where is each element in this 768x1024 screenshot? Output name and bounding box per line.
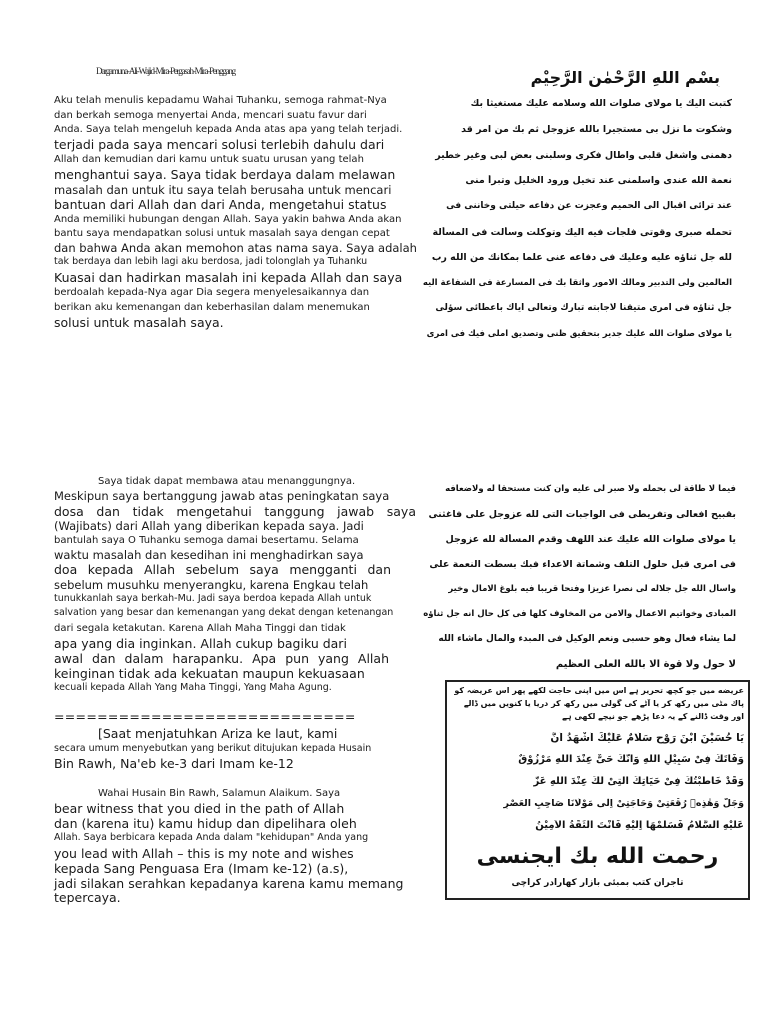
arabic-line: يَا حُسَيْنَ ابْنَ رَوْحٍ سَلَامٌ عَلَيْكَ اَشْهَدُ اَنَّ <box>550 732 744 744</box>
text-line: secara umum menyebutkan yang berikut ditujukan kepada Husain <box>54 743 372 754</box>
urdu-instruction-line: اور وقت ڈالنے كے يہ دعا پڑھے جو نيچے لكھی ہے <box>562 712 744 721</box>
arabic-line: وَفَاتَكَ فِىْ سَبِيْلِ اللهِ وَاَنَّكَ حَىٌّ عِنْدَ اللهِ مَرْزُوْقٌ <box>518 754 744 765</box>
text-line: sebelum musuhku menyerangku, karena Engkau telah <box>54 578 369 592</box>
text-line: berikan aku kemenangan dan keberhasilan dalam menemukan <box>54 302 370 313</box>
text-line: [Saat menjatuhkan Ariza ke laut, kami <box>98 726 338 741</box>
arabic-line: يا مولاى صلوات الله عليك جدير بتحقيق ظنى وتصديق املى فيك فى امرى <box>426 329 732 339</box>
arabic-line: لا حول ولا قوة الا بالله العلى العظيم <box>555 659 736 670</box>
arabic-line: لله جل ثناؤه عليه وعليك فى دفاعه عنى علما بمكانك من الله رب <box>431 252 732 263</box>
arabic-ziyarat-panel <box>445 680 750 900</box>
text-line: (Wajibats) dari Allah yang diberikan kepada saya. Jadi <box>54 519 364 533</box>
arabic-line: دهمنى واشغل قلبى واطال فكرى وسلبنى بعض لبى وغير خطير <box>435 150 732 161</box>
text-line: tepercaya. <box>54 890 121 905</box>
arabic-line: يا مولاى صلوات الله عليك عند اللهف وقدم المسألة لله عزوجل <box>445 534 736 545</box>
text-line: dan (karena itu) kamu hidup dan dipelihara oleh <box>54 816 357 831</box>
arabic-line: فى امرى قبل حلول التلف وشماتة الاعداء فبك بسطت النعمة على <box>429 559 736 570</box>
publisher-name: رحمت الله بك ايجنسى <box>476 844 719 869</box>
text-line: dan berkah semoga menyertai Anda, mencari suatu favur dari <box>54 110 367 121</box>
text-line: dari segala ketakutan. Karena Allah Maha Tinggi dan tidak <box>54 623 346 634</box>
text-line: waktu masalah dan kesedihan ini menghadirkan saya <box>54 548 364 562</box>
text-line: menghantui saya. Saya tidak berdaya dalam melawan <box>54 167 396 182</box>
text-line: keinginan tidak ada kekuatan maupun kekuasaan <box>54 666 365 681</box>
text-line: bantuan dari Allah dan dari Anda, mengetahui status <box>54 197 387 212</box>
divider: ============================ <box>54 709 356 724</box>
text-line: Wahai Husain Bin Rawh, Salamun Alaikum. Saya <box>98 788 341 799</box>
arabic-line: العالمين ولى التدبير ومالك الامور واثقا بك فى المسارعة فى الشفاعة اليه <box>422 278 732 288</box>
text-line: kecuali kepada Allah Yang Maha Tinggi, Yang Maha Agung. <box>54 682 332 693</box>
arabic-line: لما يشاء فعال وهو حسبى ونعم الوكيل فى المبدء والمآل ماشاء الله <box>438 634 736 644</box>
text-line: bantulah saya O Tuhanku semoga damai besertamu. Selama <box>54 535 359 546</box>
text-line: you lead with Allah – this is my note and wishes <box>54 846 354 861</box>
text-line: apa yang dia inginkan. Allah cukup bagiku dari <box>54 636 347 651</box>
arabic-line: وشكوت ما نزل بى مستجيرا بالله عزوجل ثم بك من امر قد <box>461 124 732 135</box>
text-line: terjadi pada saya mencari solusi terlebih dahulu dari <box>54 137 385 152</box>
text-line: Aku telah menulis kepadamu Wahai Tuhanku, semoga rahmat-Nya <box>54 95 387 106</box>
arabic-line: كتبت اليك يا مولاى صلوات الله وسلامه عليك مستغيثا بك <box>470 98 732 109</box>
arabic-line: وَجَلَّ وَهٰذِهٖ رُقْعَتِىْ وَحَاجَتِىْ اِلٰى مَوْلَانَا صَاحِبِ الْعَصْرِ <box>503 798 744 809</box>
urdu-instruction-line: عريضه ميں جو كچھ تحرير ہے اس ميں اپنی حاجت لكھے پھر اس عريضہ كو <box>454 686 744 695</box>
text-line: Anda. Saya telah mengeluh kepada Anda atas apa yang telah terjadi. <box>54 124 403 135</box>
text-line: bantu saya mendapatkan solusi untuk masalah saya dengan cepat <box>54 228 390 239</box>
text-line: salvation yang besar dan kemenangan yang dekat dengan ketenangan <box>54 607 394 618</box>
arabic-line: واسأل الله جل جلاله لى نصرا عزيزا وفتحا قريبا فيه بلوغ الامال وخير <box>448 584 736 594</box>
text-line: berdoalah kepada-Nya agar Dia segera menyelesaikannya dan <box>54 287 370 298</box>
text-line: jadi silakan serahkan kepadanya karena kamu memang <box>54 876 404 891</box>
arabic-line: عند ترائى اقبال الى الحميم وعجزت عن دفاعه حيلتى وخاننى فى <box>446 201 732 211</box>
text-line: doa kepada Allah sebelum saya mengganti dan <box>54 562 391 577</box>
text-line: masalah dan untuk itu saya telah berusaha untuk mencari <box>54 183 392 197</box>
arabic-line: بقبيح افعالى وتفريطى فى الواجبات التى لله عزوجل على فاغثنى <box>428 509 736 520</box>
urdu-instruction-line: پاك مٹی ميں ركھ كر يا آٹے كی گولی ميں ركھ كر دريا يا كنويں ميں ڈالے <box>463 699 744 708</box>
text-line: dan bahwa Anda akan memohon atas nama saya. Saya adalah <box>54 241 417 255</box>
text-line: Allah dan kemudian dari kamu untuk suatu urusan yang telah <box>54 154 364 165</box>
text-line: Anda memiliki hubungan dengan Allah. Saya yakin bahwa Anda akan <box>54 214 402 225</box>
arabic-line: نعمة الله عندى واسلمنى عند تخيل ورود الخليل وتبرأ منى <box>465 175 732 186</box>
text-line: dosa dan tidak mengetahui tanggung jawab saya <box>54 504 416 519</box>
text-line: Bin Rawh, Na'eb ke-3 dari Imam ke-12 <box>54 756 294 771</box>
text-line: Allah. Saya berbicara kepada Anda dalam "kehidupan" Anda yang <box>54 832 369 843</box>
text-line: kepada Sang Penguasa Era (Imam ke-12) (a.s), <box>54 861 349 876</box>
text-line: solusi untuk masalah saya. <box>54 315 224 330</box>
page-header: Dargamuna-Ali-Wajid-Mira-Pergasah-Mira-Penggang <box>96 66 235 76</box>
arabic-line: عَلَيْهِ السَّلَامُ فَسَلِّمْهَا اِلَيْهِ فَاَنْتَ الثِّقَةُ الْاَمِيْنُ <box>535 820 744 831</box>
text-line: Saya tidak dapat membawa atau menanggungnya. <box>98 476 356 487</box>
text-line: awal dan dalam harapanku. Apa pun yang Allah <box>54 651 389 666</box>
arabic-line: تحمله صبرى وقوتى فلجأت فيه اليك وتوكلت وسألت فى المسألة <box>432 227 732 238</box>
text-line: tunukkanlah saya berkah-Mu. Jadi saya berdoa kepada Allah untuk <box>54 593 372 604</box>
arabic-line: وَقَدْ خَاطَبْتُكَ فِىْ حَيَاتِكَ الَّتِىْ لَكَ عِنْدَ اللهِ عَزَّ <box>533 776 744 787</box>
text-line: bear witness that you died in the path of Allah <box>54 801 345 816</box>
publisher-address: تاجران كتب بمبئى بازار كهارادر كراچى <box>511 878 684 888</box>
text-line: Kuasai dan hadirkan masalah ini kepada Allah dan saya <box>54 270 403 285</box>
arabic-line: جل ثناؤه فى امرى متيقنا لاجابته تبارك وتعالى اياك باعطائى سؤلى <box>435 303 732 313</box>
arabic-title: بِسْمِ اللهِ الرَّحْمٰنِ الرَّحِيْمِ <box>530 68 720 87</box>
text-line: tak berdaya dan lebih lagi aku berdosa, jadi tolonglah ya Tuhanku <box>54 256 368 267</box>
text-line: Meskipun saya bertanggung jawab atas peningkatan saya <box>54 489 390 503</box>
arabic-line: المبادى وخواتيم الاعمال والامن من المخاوف كلها فى كل حال انه جل ثناؤه <box>423 609 736 619</box>
arabic-line: فيما لا طاقة لى بحمله ولا صبر لى عليه وان كنت مستحقا له ولاضعافه <box>445 484 736 494</box>
